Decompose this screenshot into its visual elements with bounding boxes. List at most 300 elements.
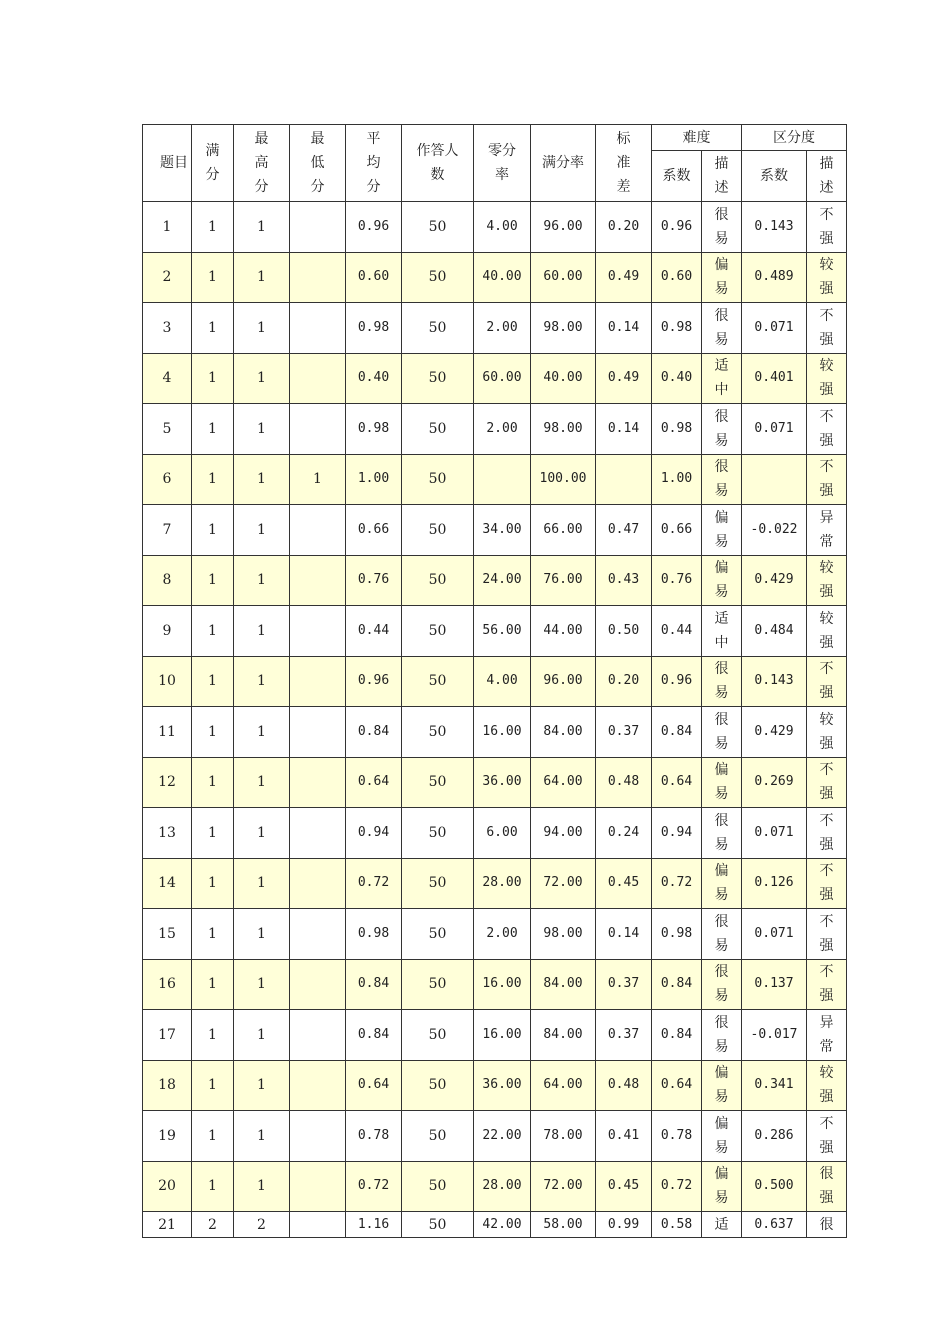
full-rate-cell: 66.00 [531, 505, 596, 556]
avg-score-cell: 0.96 [346, 202, 402, 253]
zero-rate-cell: 22.00 [474, 1111, 531, 1162]
discrimination-coef-cell: 0.126 [742, 858, 807, 909]
min-score-cell [290, 555, 346, 606]
header-max: 最高分 [234, 125, 290, 202]
avg-score-cell: 0.66 [346, 505, 402, 556]
discrimination-desc-cell: 不强 [807, 202, 847, 253]
difficulty-coef-cell: 0.72 [652, 858, 702, 909]
std-cell: 0.45 [596, 1161, 652, 1212]
avg-score-cell: 0.98 [346, 303, 402, 354]
discrimination-desc-cell: 很 [807, 1212, 847, 1238]
table-row [143, 757, 847, 808]
difficulty-desc-cell: 偏易 [702, 858, 742, 909]
min-score-cell [290, 404, 346, 455]
count-cell: 50 [402, 1060, 474, 1111]
count-cell: 50 [402, 1212, 474, 1238]
zero-rate-cell: 2.00 [474, 303, 531, 354]
table-row [143, 1060, 847, 1111]
zero-rate-cell: 40.00 [474, 252, 531, 303]
difficulty-desc-cell: 很易 [702, 909, 742, 960]
qid-cell: 14 [143, 858, 192, 909]
min-score-cell [290, 505, 346, 556]
difficulty-desc-cell: 偏易 [702, 505, 742, 556]
difficulty-coef-cell: 0.96 [652, 202, 702, 253]
full-score-cell: 1 [192, 454, 234, 505]
difficulty-desc-cell: 很易 [702, 454, 742, 505]
qid-cell: 18 [143, 1060, 192, 1111]
qid-cell: 6 [143, 454, 192, 505]
header-full: 满分 [192, 125, 234, 202]
difficulty-desc-cell: 偏易 [702, 757, 742, 808]
discrimination-coef-cell: 0.143 [742, 202, 807, 253]
min-score-cell [290, 1161, 346, 1212]
difficulty-coef-cell: 0.98 [652, 404, 702, 455]
zero-rate-cell: 4.00 [474, 656, 531, 707]
table-row [143, 454, 847, 505]
std-cell: 0.50 [596, 606, 652, 657]
min-score-cell [290, 858, 346, 909]
full-score-cell: 1 [192, 353, 234, 404]
min-score-cell [290, 1010, 346, 1061]
min-score-cell [290, 202, 346, 253]
avg-score-cell: 1.00 [346, 454, 402, 505]
zero-rate-cell: 6.00 [474, 808, 531, 859]
table-row [143, 303, 847, 354]
count-cell: 50 [402, 656, 474, 707]
discrimination-coef-cell: 0.269 [742, 757, 807, 808]
difficulty-desc-cell: 很易 [702, 959, 742, 1010]
min-score-cell [290, 353, 346, 404]
full-rate-cell: 98.00 [531, 303, 596, 354]
qid-cell: 8 [143, 555, 192, 606]
max-score-cell: 1 [234, 656, 290, 707]
discrimination-desc-cell: 不强 [807, 959, 847, 1010]
full-rate-cell: 58.00 [531, 1212, 596, 1238]
discrimination-desc-cell: 较强 [807, 353, 847, 404]
difficulty-desc-cell: 很易 [702, 656, 742, 707]
difficulty-desc-cell: 适中 [702, 606, 742, 657]
avg-score-cell: 0.76 [346, 555, 402, 606]
zero-rate-cell: 36.00 [474, 1060, 531, 1111]
avg-score-cell: 1.16 [346, 1212, 402, 1238]
full-rate-cell: 84.00 [531, 707, 596, 758]
header-count: 作答人数 [402, 125, 474, 202]
count-cell: 50 [402, 454, 474, 505]
difficulty-coef-cell: 0.94 [652, 808, 702, 859]
min-score-cell [290, 959, 346, 1010]
full-score-cell: 1 [192, 656, 234, 707]
table-row [143, 909, 847, 960]
discrimination-desc-cell: 较强 [807, 1060, 847, 1111]
discrimination-desc-cell: 不强 [807, 757, 847, 808]
avg-score-cell: 0.98 [346, 909, 402, 960]
difficulty-coef-cell: 0.64 [652, 1060, 702, 1111]
full-score-cell: 1 [192, 505, 234, 556]
discrimination-desc-cell: 不强 [807, 858, 847, 909]
max-score-cell: 1 [234, 959, 290, 1010]
qid-cell: 5 [143, 404, 192, 455]
full-rate-cell: 94.00 [531, 808, 596, 859]
difficulty-coef-cell: 0.58 [652, 1212, 702, 1238]
count-cell: 50 [402, 909, 474, 960]
max-score-cell: 1 [234, 909, 290, 960]
avg-score-cell: 0.94 [346, 808, 402, 859]
qid-cell: 9 [143, 606, 192, 657]
full-rate-cell: 78.00 [531, 1111, 596, 1162]
std-cell: 0.14 [596, 404, 652, 455]
difficulty-coef-cell: 0.76 [652, 555, 702, 606]
difficulty-coef-cell: 0.78 [652, 1111, 702, 1162]
count-cell: 50 [402, 757, 474, 808]
count-cell: 50 [402, 404, 474, 455]
discrimination-desc-cell: 较强 [807, 707, 847, 758]
full-score-cell: 1 [192, 757, 234, 808]
full-rate-cell: 40.00 [531, 353, 596, 404]
header-qid: 题目 [143, 125, 192, 202]
std-cell [596, 454, 652, 505]
difficulty-desc-cell: 偏易 [702, 252, 742, 303]
table-row [143, 808, 847, 859]
qid-cell: 11 [143, 707, 192, 758]
qid-cell: 1 [143, 202, 192, 253]
max-score-cell: 1 [234, 505, 290, 556]
full-score-cell: 1 [192, 959, 234, 1010]
difficulty-desc-cell: 很易 [702, 808, 742, 859]
max-score-cell: 1 [234, 1111, 290, 1162]
max-score-cell: 1 [234, 454, 290, 505]
count-cell: 50 [402, 1161, 474, 1212]
qid-cell: 15 [143, 909, 192, 960]
avg-score-cell: 0.96 [346, 656, 402, 707]
max-score-cell: 1 [234, 252, 290, 303]
zero-rate-cell: 24.00 [474, 555, 531, 606]
zero-rate-cell: 2.00 [474, 909, 531, 960]
avg-score-cell: 0.98 [346, 404, 402, 455]
table-row [143, 1010, 847, 1061]
qid-cell: 10 [143, 656, 192, 707]
discrimination-coef-cell: 0.500 [742, 1161, 807, 1212]
min-score-cell: 1 [290, 454, 346, 505]
difficulty-coef-cell: 0.84 [652, 1010, 702, 1061]
difficulty-coef-cell: 1.00 [652, 454, 702, 505]
avg-score-cell: 0.78 [346, 1111, 402, 1162]
header-avg: 平均分 [346, 125, 402, 202]
full-rate-cell: 98.00 [531, 909, 596, 960]
min-score-cell [290, 757, 346, 808]
std-cell: 0.37 [596, 1010, 652, 1061]
table-row [143, 505, 847, 556]
full-rate-cell: 98.00 [531, 404, 596, 455]
difficulty-desc-cell: 很易 [702, 707, 742, 758]
full-score-cell: 1 [192, 808, 234, 859]
count-cell: 50 [402, 959, 474, 1010]
qid-cell: 20 [143, 1161, 192, 1212]
min-score-cell [290, 1060, 346, 1111]
std-cell: 0.49 [596, 252, 652, 303]
full-rate-cell: 100.00 [531, 454, 596, 505]
zero-rate-cell: 16.00 [474, 1010, 531, 1061]
difficulty-coef-cell: 0.66 [652, 505, 702, 556]
discrimination-coef-cell: 0.143 [742, 656, 807, 707]
count-cell: 50 [402, 353, 474, 404]
discrimination-desc-cell: 较强 [807, 252, 847, 303]
full-score-cell: 1 [192, 555, 234, 606]
std-cell: 0.47 [596, 505, 652, 556]
avg-score-cell: 0.84 [346, 1010, 402, 1061]
full-score-cell: 1 [192, 707, 234, 758]
discrimination-coef-cell: 0.286 [742, 1111, 807, 1162]
discrimination-coef-cell [742, 454, 807, 505]
qid-cell: 13 [143, 808, 192, 859]
zero-rate-cell: 56.00 [474, 606, 531, 657]
zero-rate-cell: 16.00 [474, 959, 531, 1010]
full-rate-cell: 72.00 [531, 1161, 596, 1212]
full-score-cell: 1 [192, 1111, 234, 1162]
full-rate-cell: 96.00 [531, 656, 596, 707]
discrimination-desc-cell: 不强 [807, 404, 847, 455]
max-score-cell: 2 [234, 1212, 290, 1238]
full-score-cell: 1 [192, 606, 234, 657]
full-score-cell: 1 [192, 303, 234, 354]
max-score-cell: 1 [234, 1161, 290, 1212]
header-discrimination: 区分度 [742, 125, 847, 151]
discrimination-desc-cell: 不强 [807, 454, 847, 505]
max-score-cell: 1 [234, 404, 290, 455]
min-score-cell [290, 252, 346, 303]
table-row [143, 1161, 847, 1212]
zero-rate-cell: 34.00 [474, 505, 531, 556]
difficulty-coef-cell: 0.40 [652, 353, 702, 404]
discrimination-desc-cell: 不强 [807, 909, 847, 960]
qid-cell: 16 [143, 959, 192, 1010]
table-row [143, 202, 847, 253]
min-score-cell [290, 909, 346, 960]
qid-cell: 12 [143, 757, 192, 808]
std-cell: 0.45 [596, 858, 652, 909]
discrimination-desc-cell: 不强 [807, 808, 847, 859]
avg-score-cell: 0.84 [346, 959, 402, 1010]
table-row [143, 1212, 847, 1238]
max-score-cell: 1 [234, 353, 290, 404]
full-rate-cell: 64.00 [531, 1060, 596, 1111]
max-score-cell: 1 [234, 808, 290, 859]
full-score-cell: 1 [192, 1010, 234, 1061]
min-score-cell [290, 606, 346, 657]
zero-rate-cell: 2.00 [474, 404, 531, 455]
full-rate-cell: 72.00 [531, 858, 596, 909]
header-difficulty: 难度 [652, 125, 742, 151]
count-cell: 50 [402, 606, 474, 657]
zero-rate-cell: 42.00 [474, 1212, 531, 1238]
min-score-cell [290, 1212, 346, 1238]
table-row [143, 656, 847, 707]
discrimination-coef-cell: 0.071 [742, 909, 807, 960]
table-row [143, 404, 847, 455]
header-discrimination-coef: 系数 [742, 151, 807, 202]
count-cell: 50 [402, 1010, 474, 1061]
qid-cell: 7 [143, 505, 192, 556]
table-body [143, 202, 847, 1238]
table-row [143, 555, 847, 606]
discrimination-coef-cell: 0.071 [742, 303, 807, 354]
std-cell: 0.41 [596, 1111, 652, 1162]
max-score-cell: 1 [234, 303, 290, 354]
min-score-cell [290, 808, 346, 859]
item-analysis-table [142, 124, 847, 1238]
qid-cell: 3 [143, 303, 192, 354]
max-score-cell: 1 [234, 1060, 290, 1111]
count-cell: 50 [402, 202, 474, 253]
difficulty-desc-cell: 适中 [702, 353, 742, 404]
zero-rate-cell: 36.00 [474, 757, 531, 808]
discrimination-coef-cell: 0.071 [742, 808, 807, 859]
table-row [143, 707, 847, 758]
table-row [143, 606, 847, 657]
zero-rate-cell: 60.00 [474, 353, 531, 404]
header-full-rate: 满分率 [531, 125, 596, 202]
std-cell: 0.37 [596, 959, 652, 1010]
std-cell: 0.14 [596, 303, 652, 354]
avg-score-cell: 0.64 [346, 1060, 402, 1111]
avg-score-cell: 0.44 [346, 606, 402, 657]
discrimination-coef-cell: 0.489 [742, 252, 807, 303]
header-discrimination-desc: 描述 [807, 151, 847, 202]
full-rate-cell: 96.00 [531, 202, 596, 253]
count-cell: 50 [402, 1111, 474, 1162]
discrimination-desc-cell: 不强 [807, 1111, 847, 1162]
table-row [143, 252, 847, 303]
avg-score-cell: 0.64 [346, 757, 402, 808]
zero-rate-cell: 28.00 [474, 1161, 531, 1212]
discrimination-coef-cell: -0.017 [742, 1010, 807, 1061]
count-cell: 50 [402, 555, 474, 606]
difficulty-desc-cell: 偏易 [702, 1111, 742, 1162]
max-score-cell: 1 [234, 202, 290, 253]
difficulty-desc-cell: 很易 [702, 202, 742, 253]
table-row [143, 1111, 847, 1162]
zero-rate-cell: 16.00 [474, 707, 531, 758]
header-std: 标准差 [596, 125, 652, 202]
full-score-cell: 1 [192, 858, 234, 909]
qid-cell: 19 [143, 1111, 192, 1162]
difficulty-coef-cell: 0.98 [652, 303, 702, 354]
avg-score-cell: 0.72 [346, 858, 402, 909]
difficulty-desc-cell: 偏易 [702, 555, 742, 606]
std-cell: 0.48 [596, 1060, 652, 1111]
avg-score-cell: 0.60 [346, 252, 402, 303]
avg-score-cell: 0.72 [346, 1161, 402, 1212]
max-score-cell: 1 [234, 1010, 290, 1061]
header-difficulty-coef: 系数 [652, 151, 702, 202]
table-row [143, 959, 847, 1010]
avg-score-cell: 0.40 [346, 353, 402, 404]
discrimination-desc-cell: 异常 [807, 1010, 847, 1061]
difficulty-coef-cell: 0.98 [652, 909, 702, 960]
std-cell: 0.24 [596, 808, 652, 859]
difficulty-coef-cell: 0.84 [652, 959, 702, 1010]
min-score-cell [290, 656, 346, 707]
min-score-cell [290, 707, 346, 758]
count-cell: 50 [402, 252, 474, 303]
difficulty-desc-cell: 偏易 [702, 1060, 742, 1111]
discrimination-desc-cell: 较强 [807, 606, 847, 657]
difficulty-coef-cell: 0.64 [652, 757, 702, 808]
discrimination-desc-cell: 较强 [807, 555, 847, 606]
max-score-cell: 1 [234, 707, 290, 758]
std-cell: 0.48 [596, 757, 652, 808]
discrimination-coef-cell: 0.137 [742, 959, 807, 1010]
count-cell: 50 [402, 505, 474, 556]
difficulty-coef-cell: 0.72 [652, 1161, 702, 1212]
full-score-cell: 1 [192, 1161, 234, 1212]
difficulty-coef-cell: 0.84 [652, 707, 702, 758]
qid-cell: 17 [143, 1010, 192, 1061]
header-difficulty-desc: 描述 [702, 151, 742, 202]
min-score-cell [290, 1111, 346, 1162]
difficulty-desc-cell: 很易 [702, 303, 742, 354]
full-rate-cell: 60.00 [531, 252, 596, 303]
max-score-cell: 1 [234, 858, 290, 909]
zero-rate-cell [474, 454, 531, 505]
zero-rate-cell: 28.00 [474, 858, 531, 909]
full-score-cell: 1 [192, 202, 234, 253]
discrimination-coef-cell: 0.071 [742, 404, 807, 455]
full-score-cell: 2 [192, 1212, 234, 1238]
std-cell: 0.14 [596, 909, 652, 960]
discrimination-coef-cell: 0.341 [742, 1060, 807, 1111]
full-rate-cell: 64.00 [531, 757, 596, 808]
std-cell: 0.49 [596, 353, 652, 404]
difficulty-desc-cell: 偏易 [702, 1161, 742, 1212]
difficulty-desc-cell: 很易 [702, 404, 742, 455]
full-rate-cell: 44.00 [531, 606, 596, 657]
count-cell: 50 [402, 707, 474, 758]
std-cell: 0.20 [596, 202, 652, 253]
zero-rate-cell: 4.00 [474, 202, 531, 253]
full-rate-cell: 84.00 [531, 1010, 596, 1061]
discrimination-coef-cell: 0.429 [742, 555, 807, 606]
discrimination-coef-cell: 0.429 [742, 707, 807, 758]
header-zero-rate: 零分率 [474, 125, 531, 202]
difficulty-coef-cell: 0.44 [652, 606, 702, 657]
avg-score-cell: 0.84 [346, 707, 402, 758]
qid-cell: 21 [143, 1212, 192, 1238]
discrimination-coef-cell: 0.401 [742, 353, 807, 404]
std-cell: 0.37 [596, 707, 652, 758]
qid-cell: 2 [143, 252, 192, 303]
difficulty-desc-cell: 很易 [702, 1010, 742, 1061]
count-cell: 50 [402, 858, 474, 909]
full-score-cell: 1 [192, 1060, 234, 1111]
qid-cell: 4 [143, 353, 192, 404]
difficulty-coef-cell: 0.96 [652, 656, 702, 707]
discrimination-coef-cell: -0.022 [742, 505, 807, 556]
max-score-cell: 1 [234, 555, 290, 606]
difficulty-coef-cell: 0.60 [652, 252, 702, 303]
count-cell: 50 [402, 303, 474, 354]
max-score-cell: 1 [234, 757, 290, 808]
std-cell: 0.43 [596, 555, 652, 606]
full-score-cell: 1 [192, 909, 234, 960]
max-score-cell: 1 [234, 606, 290, 657]
difficulty-desc-cell: 适 [702, 1212, 742, 1238]
discrimination-desc-cell: 很强 [807, 1161, 847, 1212]
table-row [143, 858, 847, 909]
min-score-cell [290, 303, 346, 354]
discrimination-coef-cell: 0.484 [742, 606, 807, 657]
std-cell: 0.20 [596, 656, 652, 707]
table-row [143, 353, 847, 404]
